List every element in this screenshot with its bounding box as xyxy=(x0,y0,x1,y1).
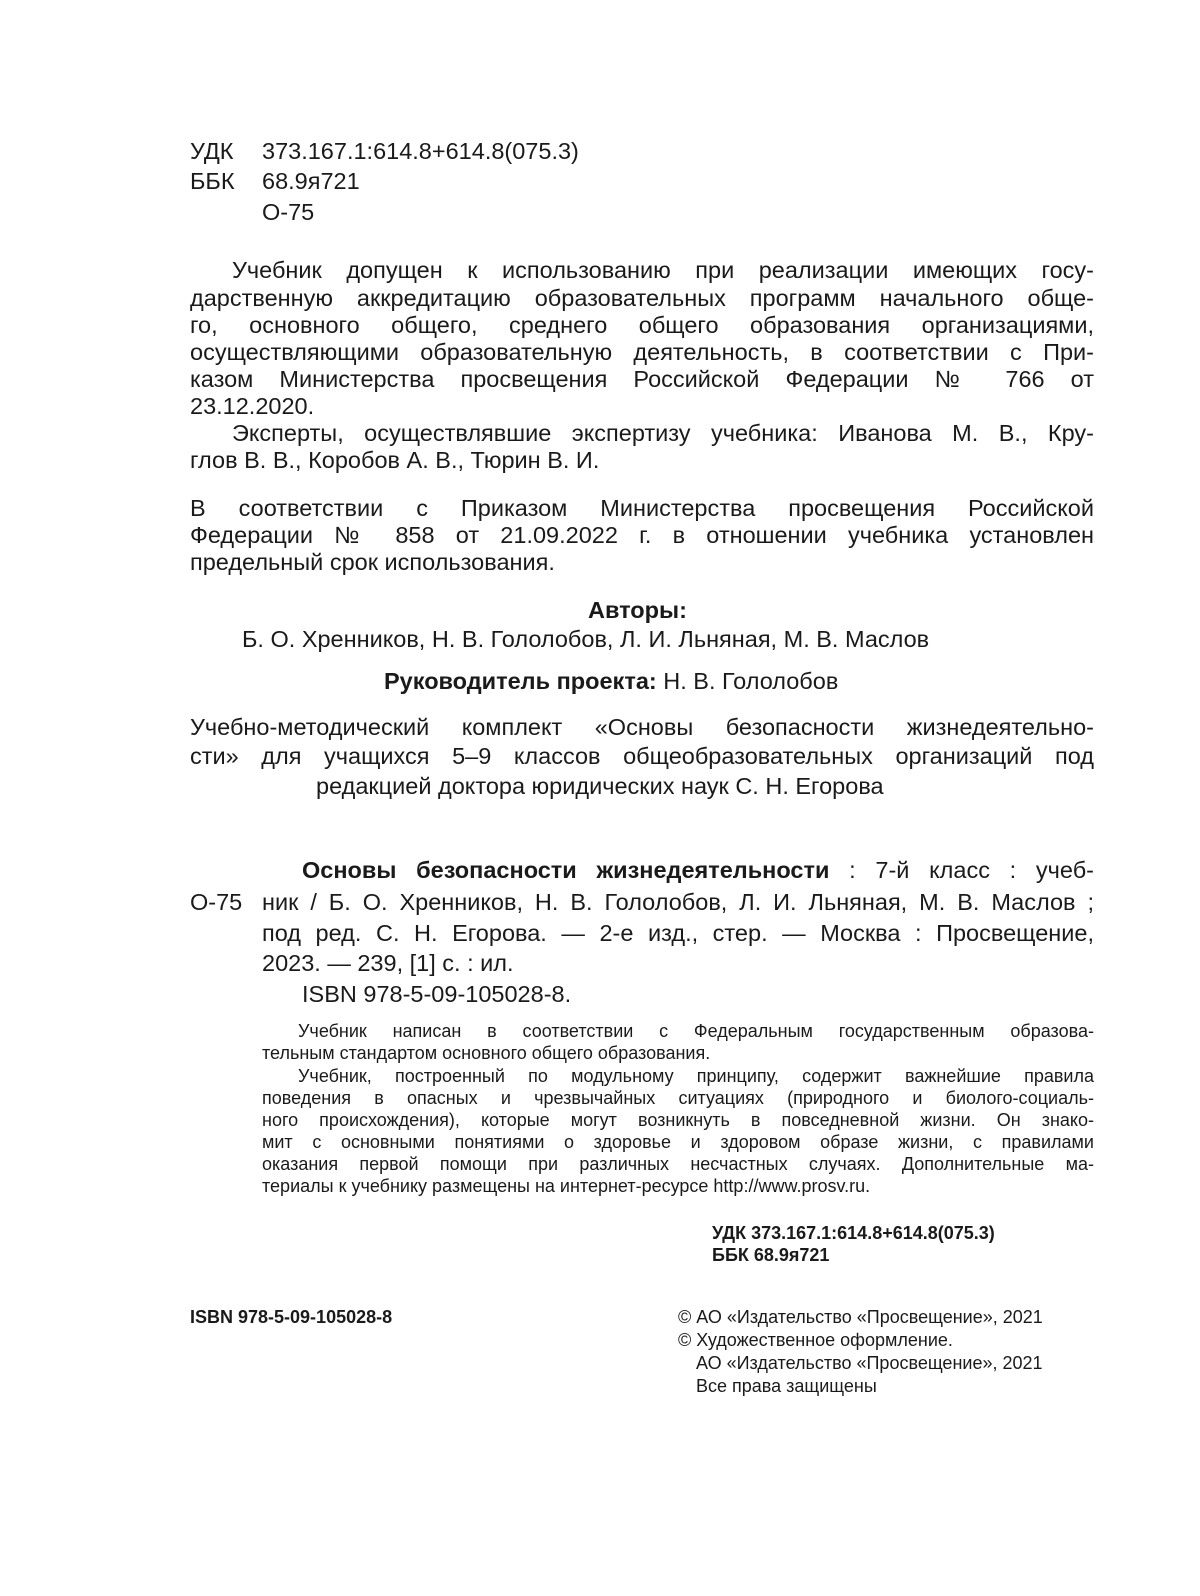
copyright-line: АО «Издательство «Просвещение», 2021 xyxy=(696,1353,1043,1373)
bbk-value: 68.9я721 xyxy=(262,168,360,194)
term-line: предельный срок использования. xyxy=(190,549,555,575)
approval-line: дарственную аккредитацию образовательных программ начального обще- xyxy=(190,285,1094,311)
term-line: Федерации № 858 от 21.09.2022 г. в отношении учебника установлен xyxy=(190,522,1094,548)
footer-bbk: ББК 68.9я721 xyxy=(712,1245,830,1265)
annotation-line: Учебник, построенный по модульному принципу, содержит важнейшие правила xyxy=(298,1066,1094,1086)
bib-line-4: 2023. — 239, [1] с. : ил. xyxy=(262,950,514,976)
umk-line: редакцией доктора юридических наук С. Н. Егорова xyxy=(316,773,884,799)
annotation-line: ного происхождения), которые могут возникнуть в повседневной жизни. Он знако- xyxy=(262,1110,1094,1130)
author-mark: О-75 xyxy=(262,199,315,225)
term-line: В соответствии с Приказом Министерства просвещения Российской xyxy=(190,495,1094,521)
bbk-label: ББК xyxy=(190,168,235,194)
approval-line: осуществляющими образовательную деятельность, в соответствии с При- xyxy=(190,339,1094,365)
project-lead-label: Руководитель проекта: xyxy=(384,668,657,694)
project-lead xyxy=(384,667,838,697)
copyright-line: © Художественное оформление. xyxy=(678,1330,953,1350)
udk-label: УДК xyxy=(190,138,234,164)
annotation-line: териалы к учебнику размещены на интернет-ресурсе http://www.prosv.ru. xyxy=(262,1176,871,1196)
bib-mark: О-75 xyxy=(190,889,243,915)
approval-line: го, основного общего, среднего общего образования организациями, xyxy=(190,312,1094,338)
annotation-line: поведения в опасных и чрезвычайных ситуациях (природного и биолого-социаль- xyxy=(262,1088,1094,1108)
approval-line: 23.12.2020. xyxy=(190,393,315,419)
annotation-line: Учебник написан в соответствии с Федеральным государственным образова- xyxy=(298,1021,1094,1041)
experts-line: Эксперты, осуществлявшие экспертизу учебника: Иванова М. В., Кру- xyxy=(232,420,1094,446)
bib-title: Основы безопасности жизнедеятельности xyxy=(302,857,830,883)
approval-line: Учебник допущен к использованию при реализации имеющих госу- xyxy=(232,257,1094,283)
annotation-line: оказания первой помощи при различных несчастных случаях. Дополнительные ма- xyxy=(262,1154,1094,1174)
bib-line-2: ник / Б. О. Хренников, Н. В. Гололобов, Л. И. Льняная, М. В. Маслов ; xyxy=(262,889,1094,915)
footer-udk: УДК 373.167.1:614.8+614.8(075.3) xyxy=(712,1223,995,1243)
copyright-line: Все права защищены xyxy=(696,1376,877,1396)
approval-line: казом Министерства просвещения Российской Федерации № 766 от xyxy=(190,366,1094,392)
copyright-line: © АО «Издательство «Просвещение», 2021 xyxy=(678,1307,1043,1327)
authors-names: Б. О. Хренников, Н. В. Гололобов, Л. И. Льняная, М. В. Маслов xyxy=(242,626,930,652)
isbn-bold: ISBN 978-5-09-105028-8 xyxy=(190,1307,393,1327)
bib-line-3: под ред. С. Н. Егорова. — 2-е изд., стер. — Москва : Просвещение, xyxy=(262,920,1094,946)
bib-isbn: ISBN 978-5-09-105028-8. xyxy=(302,981,572,1007)
bib-title-rest: : 7-й класс : учеб- xyxy=(829,857,1095,883)
authors-heading: Авторы: xyxy=(588,597,687,623)
umk-line: Учебно-методический комплект «Основы безопасности жизнедеятельно- xyxy=(190,714,1094,740)
project-lead-name: Н. В. Гололобов xyxy=(663,668,839,694)
udk-value: 373.167.1:614.8+614.8(075.3) xyxy=(262,138,579,164)
umk-line: сти» для учащихся 5–9 классов общеобразовательных организаций под xyxy=(190,743,1094,769)
experts-line: глов В. В., Коробов А. В., Тюрин В. И. xyxy=(190,447,600,473)
bib-line-1 xyxy=(302,856,1094,886)
annotation-line: мит с основными понятиями о здоровье и здоровом образе жизни, с правилами xyxy=(262,1132,1094,1152)
annotation-line: тельным стандартом основного общего образования. xyxy=(262,1043,711,1063)
